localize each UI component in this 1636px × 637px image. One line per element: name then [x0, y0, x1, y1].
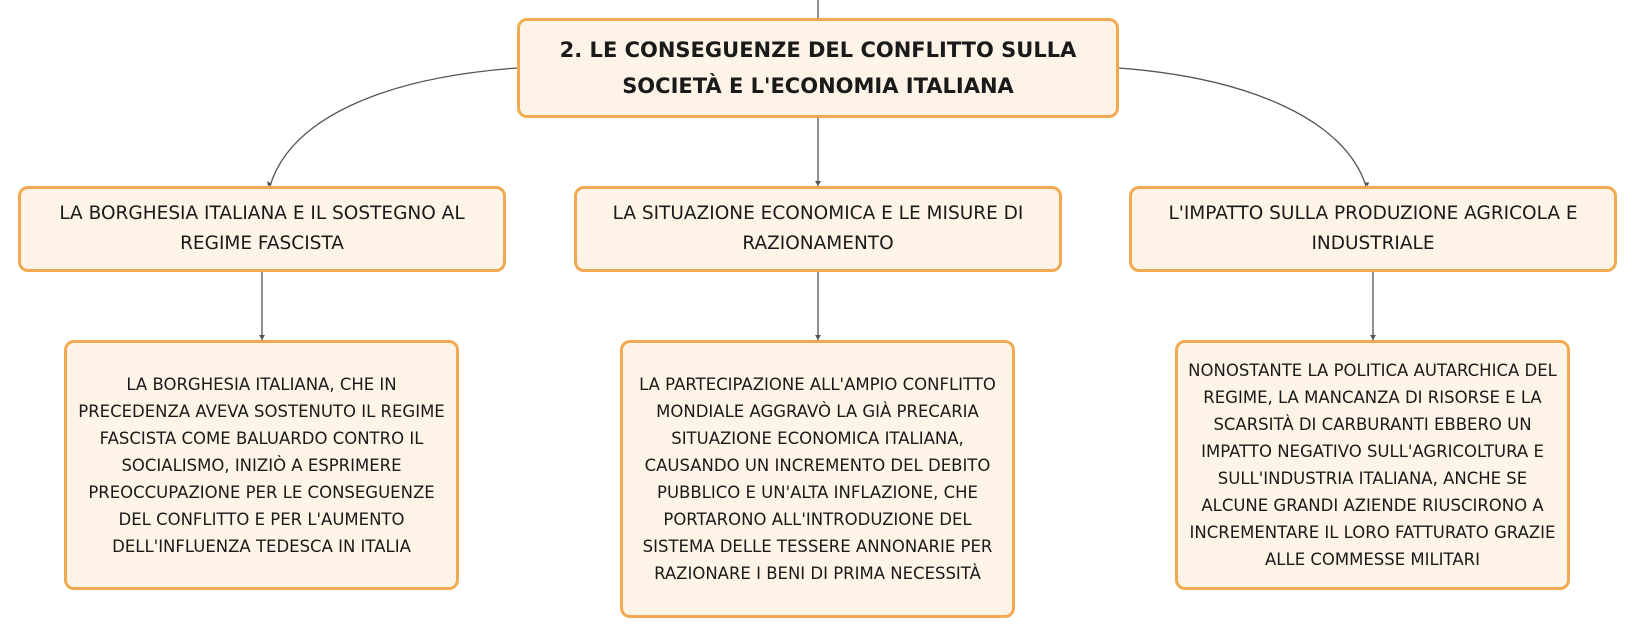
- topic-node-situazione-economica[interactable]: [574, 186, 1062, 272]
- detail-text: LA BORGHESIA ITALIANA, CHE IN PRECEDENZA AVEVA SOSTENUTO IL REGIME FASCISTA COME BALUARDO CONTRO IL SOCIALISMO, INIZIÒ A ESPRIMERE PREOCCUPAZIONE PER LE CONSEGUENZE DEL CONFLITTO E PER L'AUMENTO DELL'INFLUENZA TEDESCA IN ITALIA: [78, 374, 445, 556]
- connector-root-branch-3: [1119, 68, 1366, 186]
- topic-node-borghesia[interactable]: [18, 186, 506, 272]
- topic-label: L'IMPATTO SULLA PRODUZIONE AGRICOLA E INDUSTRIALE: [1168, 203, 1578, 254]
- detail-node-situazione-economica[interactable]: [620, 340, 1015, 618]
- topic-label: LA BORGHESIA ITALIANA E IL SOSTEGNO AL REGIME FASCISTA: [59, 203, 465, 254]
- root-title: 2. LE CONSEGUENZE DEL CONFLITTO SULLA SOCIETÀ E L'ECONOMIA ITALIANA: [559, 38, 1077, 98]
- detail-node-borghesia[interactable]: [64, 340, 459, 590]
- detail-text: LA PARTECIPAZIONE ALL'AMPIO CONFLITTO MONDIALE AGGRAVÒ LA GIÀ PRECARIA SITUAZIONE ECONOMICA ITALIANA, CAUSANDO UN INCREMENTO DEL DEBITO PUBBLICO E UN'ALTA INFLAZIONE, CHE PORTARONO ALL'INTRODUZIONE DEL SISTEMA DELLE TESSERE ANNONARIE PER RAZIONARE I BENI DI PRIMA NECESSITÀ: [639, 375, 996, 583]
- detail-node-impatto-produzione[interactable]: [1175, 340, 1570, 590]
- connector-root-branch-1: [270, 68, 517, 186]
- root-node[interactable]: [517, 18, 1119, 118]
- topic-node-impatto-produzione[interactable]: [1129, 186, 1617, 272]
- detail-text: NONOSTANTE LA POLITICA AUTARCHICA DEL REGIME, LA MANCANZA DI RISORSE E LA SCARSITÀ DI CARBURANTI EBBERO UN IMPATTO NEGATIVO SULL'AGRICOLTURA E SULL'INDUSTRIA ITALIANA, ANCHE SE ALCUNE GRANDI AZIENDE RIUSCIRONO A INCREMENTARE IL LORO FATTURATO GRAZIE ALLE COMMESSE MILITARI: [1188, 361, 1557, 569]
- topic-label: LA SITUAZIONE ECONOMICA E LE MISURE DI RAZIONAMENTO: [612, 203, 1024, 254]
